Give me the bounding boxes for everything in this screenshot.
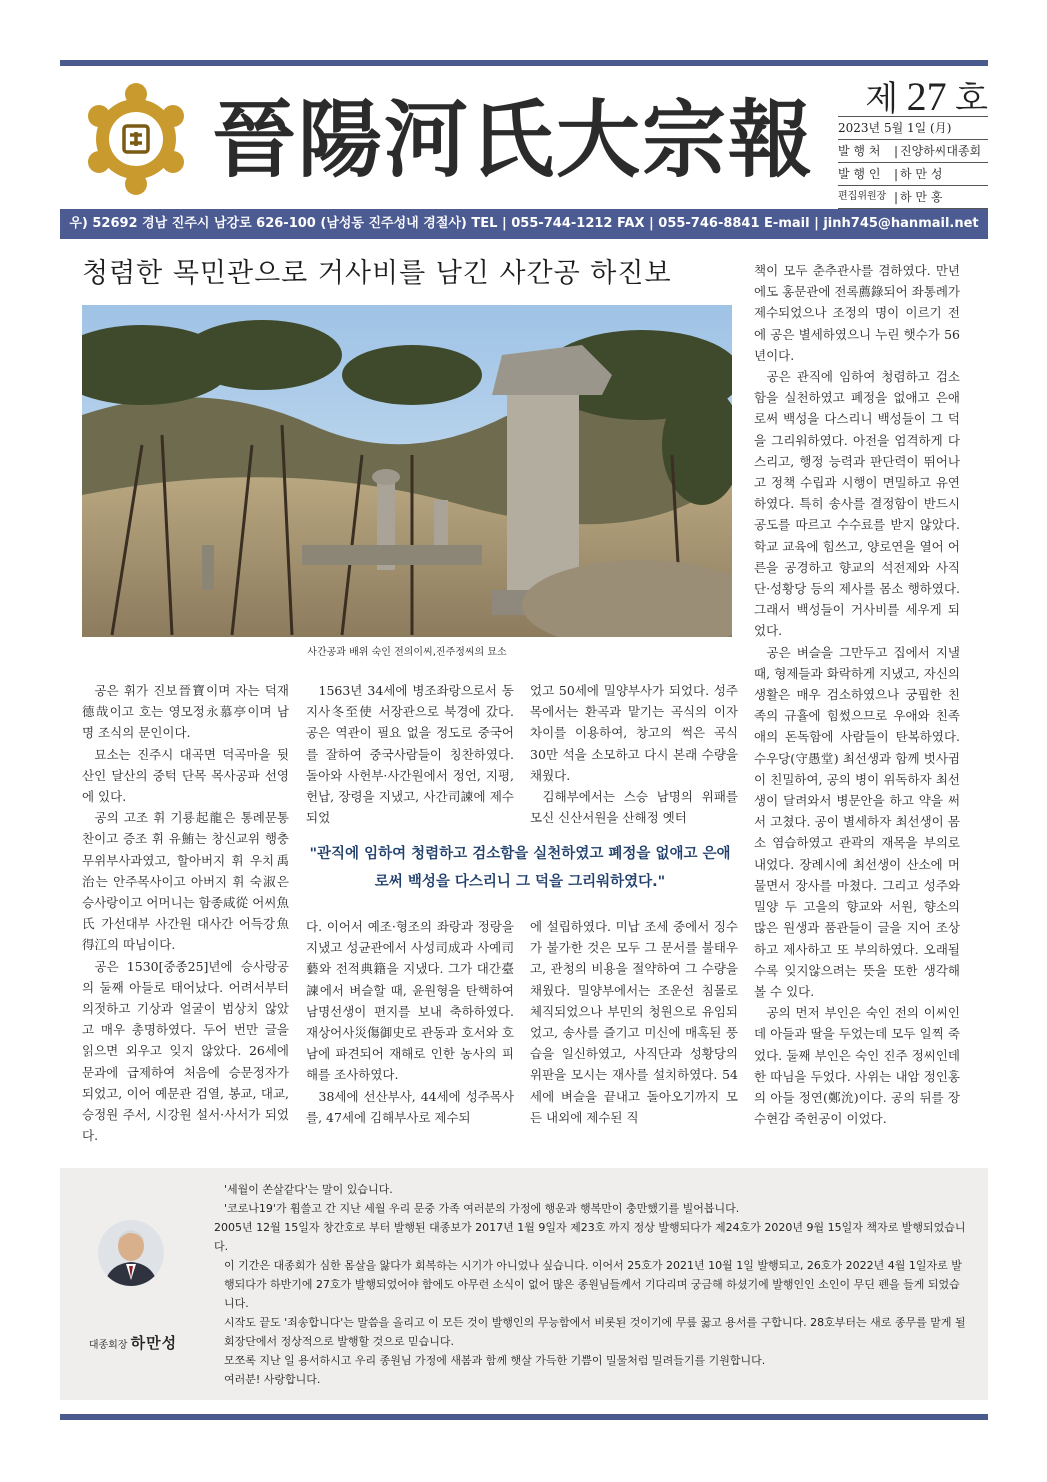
president-portrait <box>98 1220 164 1286</box>
paragraph: 다. 이어서 예조·형조의 좌랑과 정랑을 지냈고 성균관에서 사성司成과 사예司藝와 전적典籍을 지냈다. 그가 대간臺諫에서 벼슬할 때, 윤원형을 탄핵하여 남명선생이 편지를 보내 축하하였다. 재상어사災傷御史로 관동과 호서와 호남에 파견되어 재해로 인한 농사의 피해를 조사하였다. <box>306 919 514 1083</box>
issue-suffix: 호 <box>955 81 988 118</box>
issue-number-value: 27 <box>906 74 947 119</box>
article-column-2-bottom <box>306 916 514 1128</box>
paragraph: 1563년 34세에 병조좌랑으로서 동지사冬至使 서장관으로 북경에 갔다. 공은 역관이 필요 없을 정도로 중국어를 잘하여 중국사람들이 칭찬하였다. 돌아와 사헌부·사간원에서 정언, 지평, 헌납, 장령을 지냈고, 사간司諫에 제수되었 <box>306 683 514 826</box>
paragraph: 공은 관직에 임하여 청렴하고 검소함을 실천하였고 폐정을 없애고 은애로써 백성을 다스리니 백성들이 그 덕을 그리워하였다. 아전을 엄격하게 다스리고, 행정 능력과 판단력이 뛰어나고 정책 수립과 시행이 면밀하고 유연하였다. 특히 송사를 결정함이 반드시 공도를 따르고 수수료를 받지 않았다. 학교 교육에 힘쓰고, 양로연을 열어 어른을 공경하고 향교의 석전제와 사직단·성황당 등의 제사를 몸소 행하였다. 그래서 백성들이 거사비를 세우게 되었다. <box>754 369 960 639</box>
article-column-1 <box>82 680 289 1146</box>
info-key: 발 행 인 <box>838 167 881 181</box>
newspaper-title: 晉陽河氏大宗報 <box>212 90 815 189</box>
issuer-row <box>838 163 988 186</box>
pull-quote: "관직에 임하여 청렴하고 검소함을 실천하였고 폐정을 없애고 은애로써 백성을 다스리니 그 덕을 그리워하였다." <box>309 846 731 890</box>
editor-row <box>838 186 988 209</box>
paragraph: 공은 1530[중종25]년에 승사랑공의 둘째 아들로 태어났다. 어려서부터 의젓하고 기상과 얼굴이 범상치 않았고 매우 총명하였다. 두어 번만 글을 읽으면 외우고 잊지 않았다. 26세에 문과에 급제하여 처음에 승문정자가 되었고, 이어 예문관 검열, 봉교, 대교, 승정원 주서, 시강원 설서·사서가 되었다. <box>82 958 289 1144</box>
info-separator: | <box>893 167 899 181</box>
issue-date <box>838 116 988 140</box>
greeting-line: 2005년 12월 15일자 창간호로 부터 발행된 대종보가 2017년 1월 9일자 제23호 까지 정상 발행되다가 제24호가 2020년 9월 15일자 책자로 발행되었습니다. <box>214 1221 966 1253</box>
info-value: 하 만 홍 <box>900 190 943 204</box>
info-key: 발 행 처 <box>838 144 881 158</box>
article-column-3-top <box>530 680 738 828</box>
paragraph: 묘소는 진주시 대곡면 덕곡마을 뒷 산인 달산의 중턱 단목 목사공파 선영에 있다. <box>82 746 289 805</box>
paragraph: 었고 50세에 밀양부사가 되었다. 성주목에서는 환곡과 맡기는 곡식의 이자 차이를 이용하여, 창고의 썩은 곡식 30만 석을 소모하고 다시 본래 수량을 채웠다. <box>530 683 738 783</box>
greeting-line: 시작도 끝도 '죄송합니다'는 말씀을 올리고 이 모든 것이 발행인의 무능함에서 비롯된 것이기에 무릎 꿇고 용서를 구합니다. 28호부터는 새로 종무를 맡게 될 회장단에서 정상적으로 발행할 것으로 믿습니다. <box>224 1316 966 1348</box>
paragraph: 김해부에서는 스승 남명의 위패를 모신 신산서원을 산해정 옛터 <box>530 789 738 826</box>
paragraph: 공의 먼저 부인은 숙인 전의 이씨인데 아들과 딸을 두었는데 모두 일찍 죽었다. 둘째 부인은 숙인 진주 정씨인데 한 따님을 두었다. 사위는 내암 정인홍의 아들 정연(鄭沇)이다. 공의 뒤를 장수현감 죽헌공이 이었다. <box>754 1005 960 1127</box>
greeting-text <box>214 1180 970 1389</box>
article-headline: 청렴한 목민관으로 거사비를 남긴 사간공 하진보 <box>82 258 672 289</box>
greeting-line: '세월이 쏜살같다'는 말이 있습니다. <box>224 1183 393 1196</box>
top-rule <box>60 60 988 66</box>
president-name-label <box>72 1333 194 1353</box>
grave-site-photo <box>82 305 732 637</box>
bottom-rule <box>60 1414 988 1420</box>
publisher-row <box>838 140 988 163</box>
paragraph: 에 설립하였다. 미납 조세 중에서 징수가 불가한 것은 모두 그 문서를 불태우고, 관청의 비용을 절약하여 그 수량을 채웠다. 밀양부에서는 조운선 침몰로 체직되었으나 부민의 청원으로 유임되었고, 송사를 즐기고 미신에 매혹된 풍습을 일신하였고, 사직단과 성황당의 위판을 모시는 재사를 설치하였다. 54세에 벼슬을 끝내고 돌아오기까지 모든 내외에 제수된 직 <box>530 919 738 1125</box>
info-separator: | <box>893 190 899 204</box>
president-name: 하만성 <box>130 1334 178 1352</box>
contact-address-bar: 우) 52692 경남 진주시 남강로 626-100 (남성동 진주성내 경절사) TEL | 055-744-1212 FAX | 055-746-8841 E-mail | jinh745@hanmail.net <box>60 209 988 239</box>
info-value: 하 만 성 <box>900 167 943 181</box>
paragraph: 38세에 선산부사, 44세에 성주목사를, 47세에 김해부사로 제수되 <box>306 1088 514 1125</box>
greeting-line: 모쪼록 지난 일 용서하시고 우리 종원님 가정에 새봄과 함께 햇살 가득한 기쁨이 밀물처럼 밀려들기를 기원합니다. <box>224 1354 766 1367</box>
greeting-line: 여러분! 사랑합니다. <box>224 1373 321 1386</box>
photo-caption: 사간공과 배위 숙인 전의이씨,진주정씨의 묘소 <box>307 647 507 658</box>
issue-number <box>838 72 988 122</box>
paragraph: 공은 휘가 진보晉寶이며 자는 덕재德哉이고 호는 영모정永慕亭이며 남명 조식의 문인이다. <box>82 683 289 741</box>
article-column-2-top <box>306 680 514 828</box>
info-key: 편집위원장 <box>838 191 887 202</box>
article-column-4 <box>754 260 960 1129</box>
paragraph: 공은 벼슬을 그만두고 집에서 지낼 때, 형제들과 화락하게 지냈고, 자신의 생활은 매우 검소하였으나 궁핍한 친족의 규휼에 힘썼으므로 우애와 친족애의 돈독함에 사람들이 탄복하였다. 수우당(守愚堂) 최선생과 함께 벗사귐이 친밀하여, 공의 병이 위독하자 최선생이 달려와서 병문안을 하고 약을 써서 고쳤다. 공이 별세하자 최선생이 몸소 염습하였고 관곽의 재목을 부의로 내었다. 장례시에 최선생이 산소에 머물면서 장사를 마쳤다. 그리고 성주와 밀양 두 고을의 향교와 서원, 향소의 많은 원생과 품관들이 글을 지어 조상하고 제사하고 또 부의하였다. 오래될수록 잊지않으려는 뜻을 또한 생각해 볼 수 있다. <box>754 644 960 999</box>
issue-date-text: 2023년 5월 1일 (月) <box>838 121 952 135</box>
article-column-3-bottom <box>530 916 738 1128</box>
issue-prefix: 제 <box>865 81 899 118</box>
info-value: 진양하씨대종회 <box>900 144 982 158</box>
paragraph: 공의 고조 휘 기룡起龍은 통례문통찬이고 증조 휘 유鮪는 창신교위 행충무위부사과였고, 할아버지 휘 우치禹治는 안주목사이고 아버지 휘 숙淑은 승사랑이고 어머니는 함종咸從 어씨魚氏 가선대부 사간원 대사간 어득강魚得江의 따님이다. <box>82 810 289 953</box>
president-title: 대종회장 <box>88 1340 128 1351</box>
info-separator: | <box>893 144 899 158</box>
greeting-line: 이 기간은 대종회가 심한 몸살을 앓다가 회복하는 시기가 아니었나 싶습니다. 이어서 25호가 2021년 10월 1일 발행되고, 26호가 2022년 4월 1일자로 발행되다가 하반기에 27호가 발행되었어야 함에도 아무런 소식이 없어 많은 종원님들께서 기다리며 궁금해 하셨기에 발행인인 소인이 무딘 펜을 들게 되었습니다. <box>224 1259 962 1310</box>
paragraph: 책이 모두 춘추관사를 겸하였다. 만년에도 홍문관에 전록薦錄되어 좌통례가 제수되었으나 조정의 명이 이르기 전에 공은 별세하였으니 누린 햇수가 56년이다. <box>754 263 960 363</box>
clan-emblem-logo <box>86 80 186 198</box>
greeting-line: '코로나19'가 휩쓸고 간 지난 세월 우리 문중 가족 여러분의 가정에 행운과 행복만이 충만했기를 빌어봅니다. <box>224 1202 740 1215</box>
publication-info <box>838 116 988 209</box>
